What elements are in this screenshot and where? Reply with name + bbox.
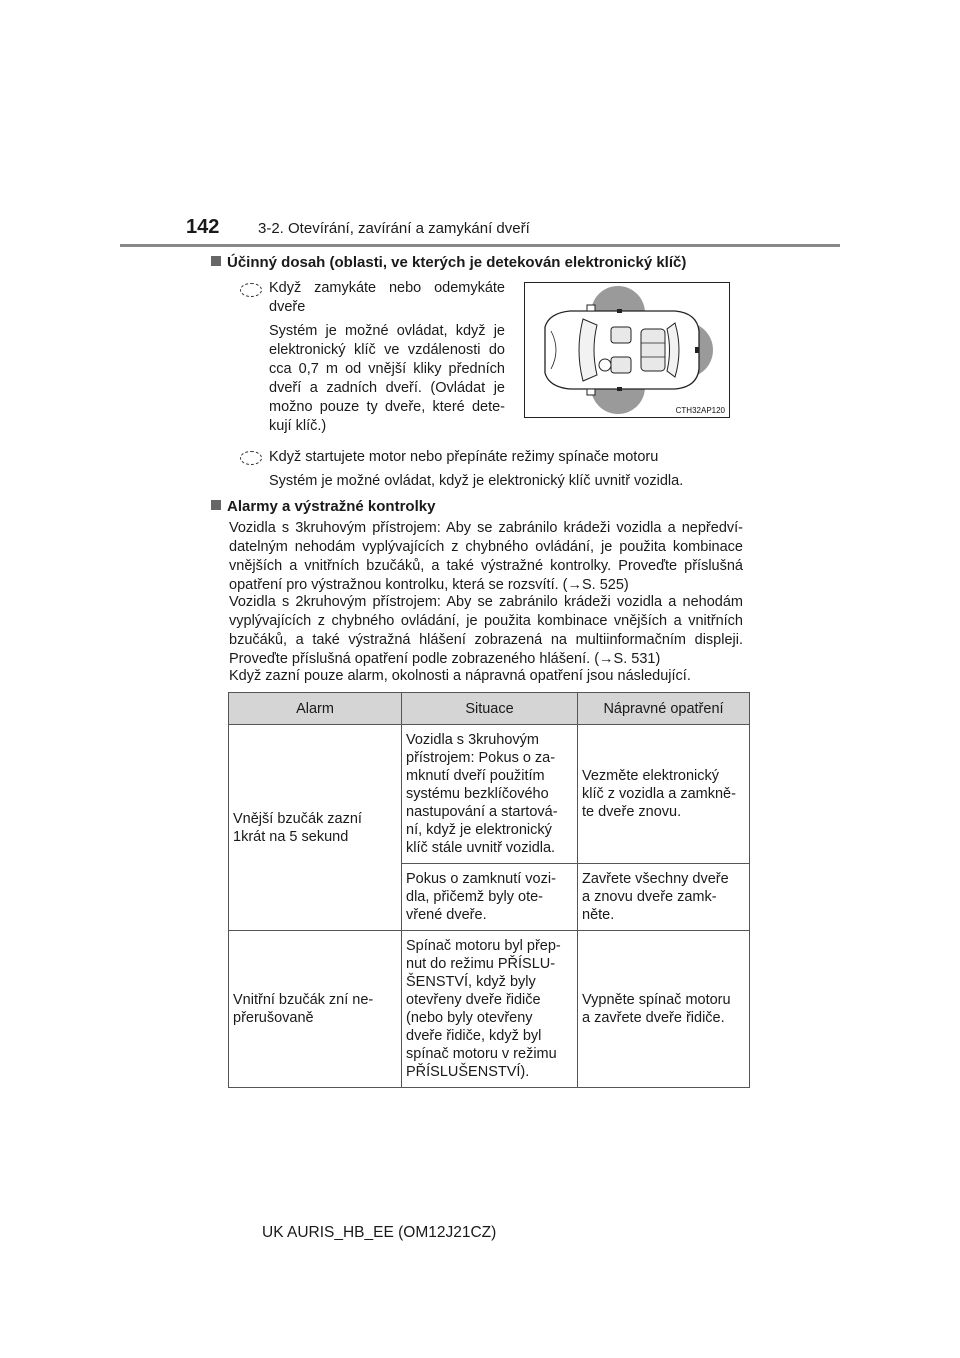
header-alarm: Alarm [229, 693, 402, 725]
item2-title: Když startujete motor nebo přepínáte režimy spínače motoru [269, 449, 659, 465]
section-title: 3-2. Otevírání, zavírání a zamykání dveří [258, 220, 530, 237]
dashed-ellipse-icon [240, 283, 262, 297]
header-action: Nápravné opatření [578, 693, 750, 725]
item1-title: Když zamykáte nebo odemykáte dveře [269, 280, 505, 315]
figure-code: CTH32AP120 [675, 406, 725, 415]
page-number: 142 [186, 216, 220, 238]
table-header-row [229, 693, 750, 725]
footer-model-code: UK AURIS_HB_EE (OM12J21CZ) [262, 1224, 497, 1241]
alarms-paragraph-1: Vozidla s 3kruhovým přístrojem: Aby se zabránilo krádeži vozidla a nepředví- datelným nehodám vyplývajících z chybného ovládání, je použita kombinace vnějších a vnitřních bzučáků, a také výstražné kontrolky. Proveďte příslušná opatření pro výstražnou kontrolku, která se rozsvítí. (→S. 525) [229, 520, 743, 593]
alarms-heading: Alarmy a výstražné kontrolky [211, 497, 435, 516]
range-heading: Účinný dosah (oblasti, ve kterých je detekován elektronický klíč) [211, 253, 686, 272]
bullet-square-icon [211, 256, 221, 266]
header-situation: Situace [402, 693, 578, 725]
situation-cell: Vozidla s 3kruhovým přístrojem: Pokus o za- mknutí dveří použitím systému bezklíčového nastupování a startová- ní, když je elektronický klíč stále uvnitř vozidla. [402, 725, 578, 864]
dashed-ellipse-icon [240, 451, 262, 465]
item1-text: Systém je možné ovládat, když je elektronický klíč ve vzdálenosti do cca 0,7 m od vnější kliky předních dveří a zadních dveří. (Ovládat je možno pouze ty dveře, které dete- kují klíč.) [269, 323, 505, 434]
bullet-square-icon [211, 500, 221, 510]
item2-text: Systém je možné ovládat, když je elektronický klíč uvnitř vozidla. [269, 473, 684, 489]
table-row [229, 725, 750, 864]
header-divider [120, 244, 840, 247]
action-cell: Vypněte spínač motoru a zavřete dveře řidiče. [578, 931, 750, 1088]
alarm-cell: Vnitřní bzučák zní ne- přerušovaně [229, 931, 402, 1088]
alarm-table [228, 692, 750, 1088]
situation-cell: Pokus o zamknutí vozi- dla, přičemž byly ote- vřené dveře. [402, 864, 578, 931]
table-row [229, 931, 750, 1088]
detection-area-figure [524, 282, 730, 418]
action-cell: Zavřete všechny dveře a znovu dveře zamk- něte. [578, 864, 750, 931]
action-cell: Vezměte elektronický klíč z vozidla a zamkně- te dveře znovu. [578, 725, 750, 864]
situation-cell: Spínač motoru byl přep- nut do režimu PŘÍSLU- ŠENSTVÍ, když byly otevřeny dveře řidiče (nebo byly otevřeny dveře řidiče, když byl spínač motoru v režimu PŘÍSLUŠENSTVÍ). [402, 931, 578, 1088]
alarms-paragraph-3: Když zazní pouze alarm, okolnosti a nápravná opatření jsou následující. [229, 668, 691, 684]
alarm-cell: Vnější bzučák zazní 1krát na 5 sekund [229, 725, 402, 931]
car-top-view-illustration [525, 283, 729, 417]
alarms-paragraph-2: Vozidla s 2kruhovým přístrojem: Aby se zabránilo krádeži vozidla a nehodám vyplývajících z chybného ovládání, je použita kombinace vnějších a vnitřních bzučáků, a také výstražná hlášení zobrazená na multiinformačním displeji. Proveďte příslušná opatření podle zobrazeného hlášení. (→S. 531) [229, 594, 743, 667]
